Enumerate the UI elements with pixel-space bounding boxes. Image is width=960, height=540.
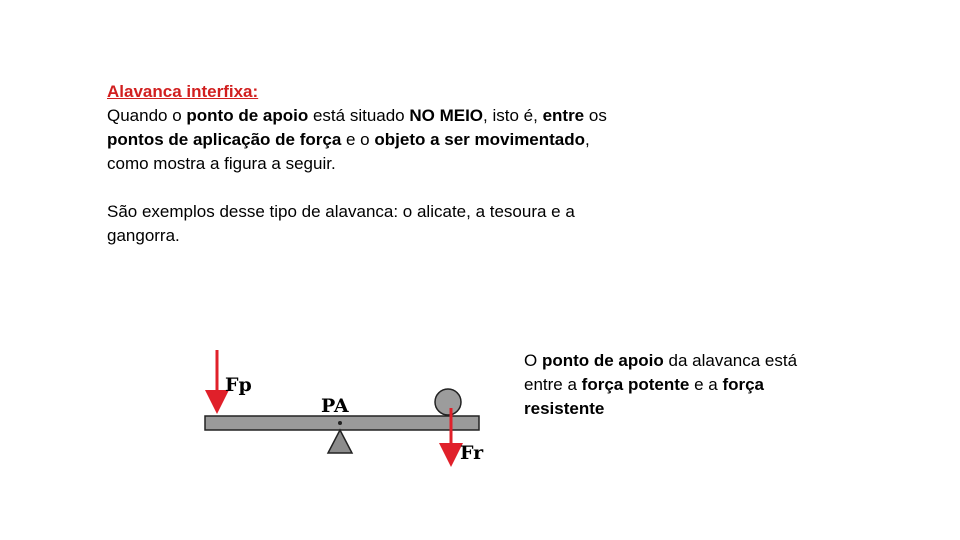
text-run-bold: entre <box>542 106 585 125</box>
label-fr: Fr <box>460 442 484 464</box>
text-run-bold: força potente <box>581 375 690 394</box>
text-run-bold: ponto de apoio <box>186 106 309 125</box>
text-run: os <box>584 106 607 125</box>
intro-line-3: como mostra a figura a seguir. <box>107 154 336 173</box>
caption-line-2 <box>524 373 864 397</box>
lever-diagram <box>195 340 495 470</box>
lever-diagram-svg <box>195 340 495 470</box>
text-run-bold: NO MEIO <box>409 106 484 125</box>
text-run-bold: ponto de apoio <box>541 351 664 370</box>
label-fp: Fp <box>225 374 252 396</box>
intro-text <box>107 80 727 248</box>
text-run: O <box>524 351 542 370</box>
examples-line-2: gangorra. <box>107 226 180 245</box>
text-run-bold: objeto a ser movimentado <box>374 130 586 149</box>
intro-line-2 <box>107 128 727 152</box>
caption-line-3: resistente <box>524 399 605 418</box>
text-run: e a <box>689 375 723 394</box>
load-ball <box>435 389 461 415</box>
text-run-bold: pontos de aplicação de força <box>107 130 342 149</box>
label-pa: PA <box>321 395 349 417</box>
text-run: Quando o <box>107 106 187 125</box>
fulcrum-triangle <box>328 430 352 453</box>
pivot-dot <box>338 421 342 425</box>
examples-line-1: São exemplos desse tipo de alavanca: o alicate, a tesoura e a <box>107 202 575 221</box>
text-run: entre a <box>524 375 582 394</box>
text-run-bold: força <box>722 375 765 394</box>
text-run: da alavanca está <box>663 351 798 370</box>
section-heading: Alavanca interfixa: <box>107 82 259 101</box>
text-run: e o <box>341 130 375 149</box>
text-run: , isto é, <box>483 106 543 125</box>
diagram-caption <box>524 349 864 421</box>
caption-line-1 <box>524 349 864 373</box>
text-run: , <box>585 130 590 149</box>
intro-line-1 <box>107 104 727 128</box>
text-run: está situado <box>308 106 410 125</box>
